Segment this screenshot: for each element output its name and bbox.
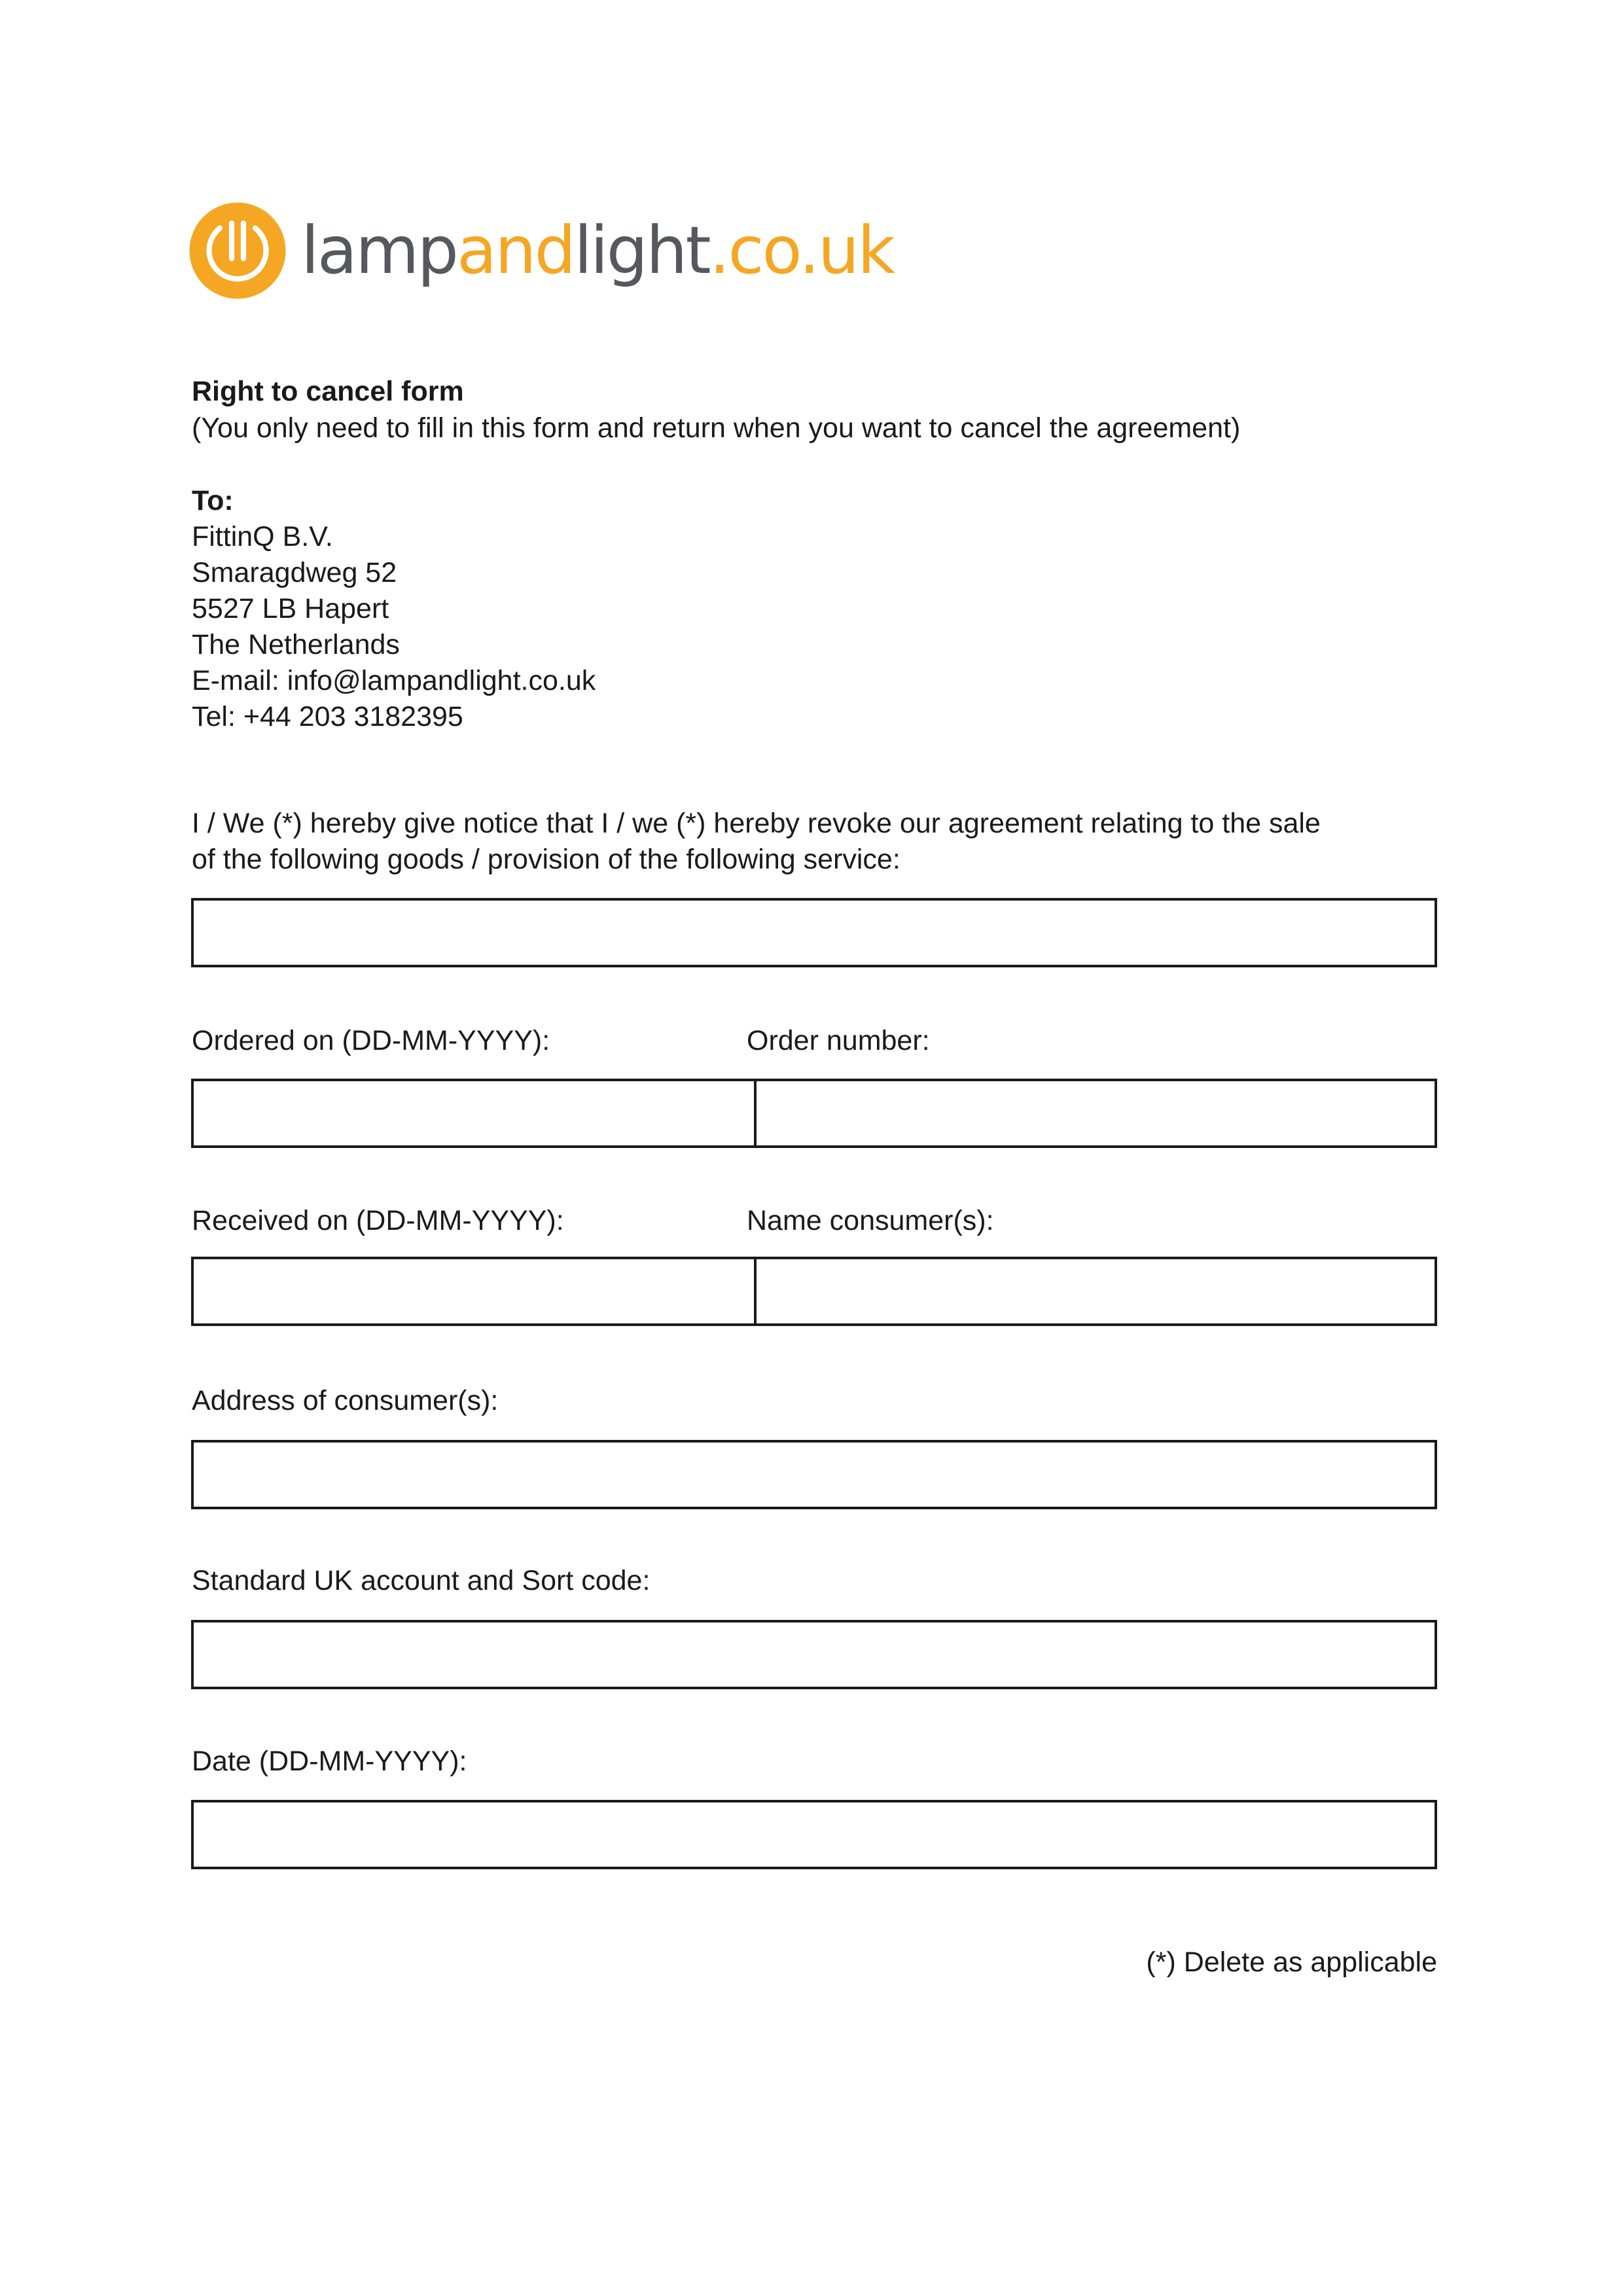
- order-number-label: Order number:: [747, 1025, 930, 1056]
- name-consumer-field-box: [754, 1257, 1437, 1326]
- order-number-input[interactable]: [757, 1081, 1435, 1145]
- recipient-email: E-mail: info@lampandlight.co.uk: [192, 665, 596, 696]
- goods-input[interactable]: [194, 901, 1435, 965]
- recipient-label: To:: [192, 485, 234, 516]
- recipient-postcode-city: 5527 LB Hapert: [192, 593, 389, 624]
- ordered-on-field-box: [191, 1079, 757, 1148]
- form-title: Right to cancel form: [192, 376, 464, 407]
- address-consumer-field-box: [191, 1440, 1437, 1509]
- goods-field-box: [191, 898, 1437, 967]
- company-logo: [188, 200, 893, 302]
- ordered-on-input[interactable]: [194, 1081, 754, 1145]
- account-sort-code-input[interactable]: [194, 1623, 1435, 1687]
- received-on-input[interactable]: [194, 1259, 754, 1323]
- address-consumer-label: Address of consumer(s):: [192, 1385, 499, 1416]
- date-label: Date (DD-MM-YYYY):: [192, 1746, 467, 1777]
- received-on-field-box: [191, 1257, 757, 1326]
- address-consumer-input[interactable]: [194, 1443, 1435, 1507]
- form-subtitle: (You only need to fill in this form and return when you want to cancel the agreement): [192, 412, 1241, 444]
- ordered-on-label: Ordered on (DD-MM-YYYY):: [192, 1025, 550, 1056]
- date-input[interactable]: [194, 1803, 1435, 1867]
- power-button-icon: [188, 202, 287, 300]
- name-consumer-input[interactable]: [757, 1259, 1435, 1323]
- notice-line-2: of the following goods / provision of the following service:: [192, 844, 901, 875]
- account-sort-code-label: Standard UK account and Sort code:: [192, 1565, 651, 1596]
- recipient-tel: Tel: +44 203 3182395: [192, 701, 463, 732]
- footnote: (*) Delete as applicable: [1146, 1946, 1437, 1978]
- notice-line-1: I / We (*) hereby give notice that I / we (*) hereby revoke our agreement relating to the sale: [192, 808, 1321, 839]
- account-sort-code-field-box: [191, 1620, 1437, 1689]
- recipient-street: Smaragdweg 52: [192, 557, 397, 588]
- received-on-label: Received on (DD-MM-YYYY):: [192, 1205, 564, 1236]
- logo-wordmark: lampandlight.co.uk: [301, 212, 894, 289]
- recipient-company: FittinQ B.V.: [192, 521, 333, 552]
- order-number-field-box: [754, 1079, 1437, 1148]
- recipient-country: The Netherlands: [192, 629, 400, 660]
- date-field-box: [191, 1800, 1437, 1869]
- name-consumer-label: Name consumer(s):: [747, 1205, 994, 1236]
